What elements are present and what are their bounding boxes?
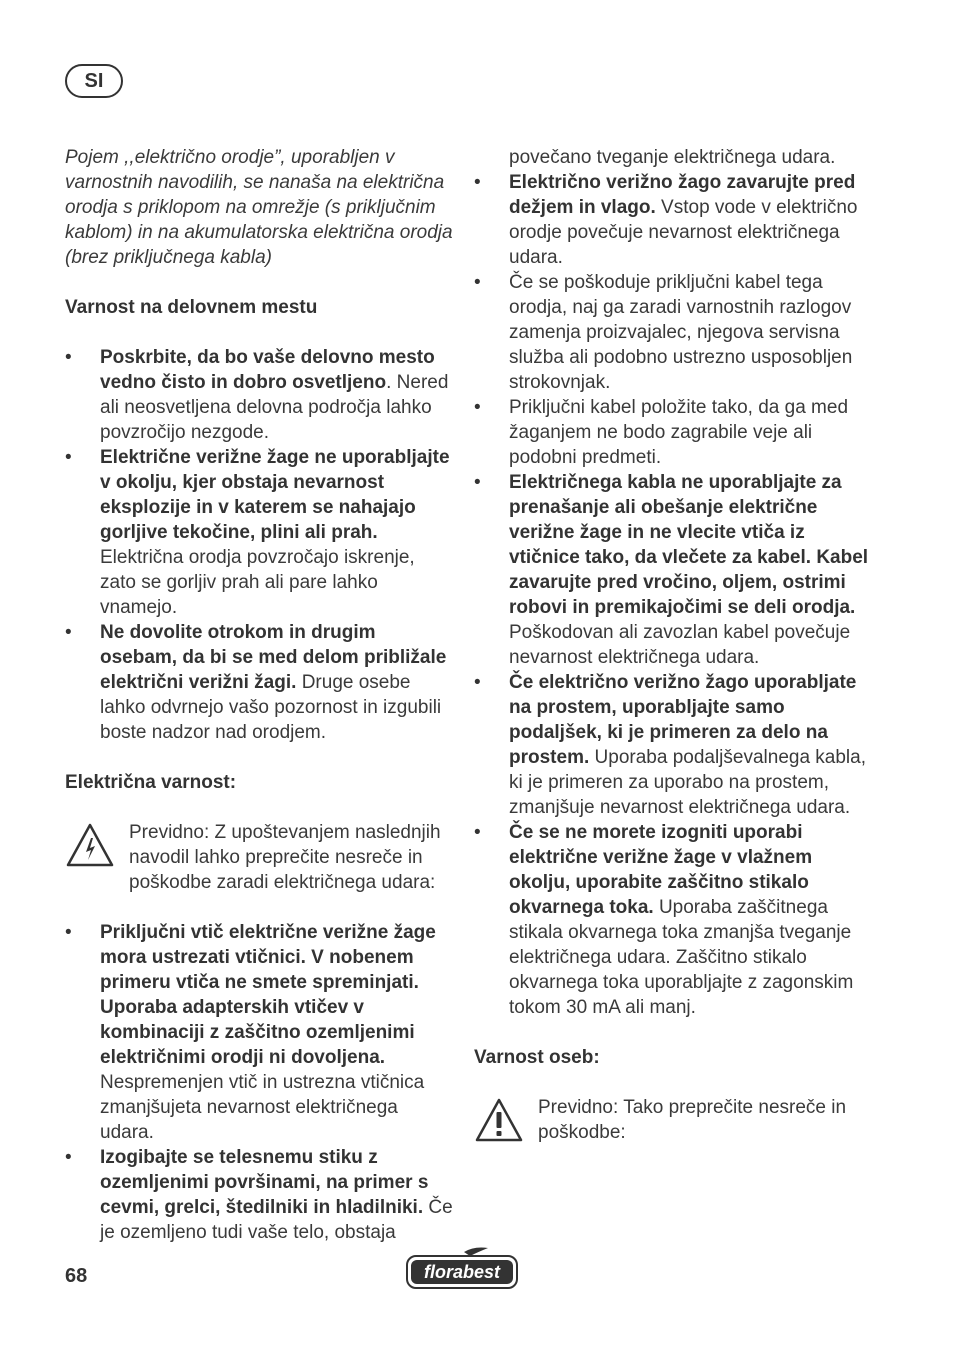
list-item: • Ne dovolite otrokom in drugim osebam, da bi se med delom približale električni verižni žagi. Druge osebe lahko odvrnejo vašo pozornost in izgubili boste nadzor nad orodjem. xyxy=(65,620,453,745)
workplace-safety-heading: Varnost na delovnem mestu xyxy=(65,297,318,318)
continued-text: povečano tveganje električnega udara. xyxy=(509,147,836,168)
electrical-warning-text: Previdno: Z upoštevanjem naslednjih navodil lahko preprečite nesreče in poškodbe zaradi električnega udara: xyxy=(129,822,441,893)
logo-text: florabest xyxy=(423,1262,501,1282)
list-item: • Poskrbite, da bo vaše delovno mesto vedno čisto in dobro osvetljeno. Nered ali neosvetljena delovna področja lahko povzročijo nezgode. xyxy=(65,345,453,445)
exclamation-warning-icon xyxy=(474,1097,524,1143)
intro-paragraph: Pojem ,,električno orodje”, uporabljen v varnostnih navodilih, se nanaša na električna orodja s priklopom na omrežje (s priključnim kablom) in na akumulatorska električna orodja (brez priključnega kabla) xyxy=(65,147,453,268)
right-column xyxy=(474,145,874,1145)
workplace-safety-list xyxy=(65,345,453,745)
electrical-safety-heading: Električna varnost: xyxy=(65,772,237,793)
electrical-safety-list-continued xyxy=(474,170,874,1020)
list-item: • Če se ne morete izogniti uporabi električne verižne žage v vlažnem okolju, uporabite zaščitno stikalo okvarnega toka. Uporaba zaščitnega stikala okvarnega toka zmanjša tveganje električnega udara. Zaščitno stikalo okvarnega toka uporabljajte z zagonskim tokom 30 mA ali manj. xyxy=(474,820,874,1020)
list-item: • Električne verižne žage ne uporabljajte v okolju, kjer obstaja nevarnost eksplozije in v katerem se nahajajo gorljive tekočine, plini ali prah. Električna orodja povzročajo iskrenje, zato se gorljiv prah ali pare lahko vnamejo. xyxy=(65,445,453,620)
list-item: • Električnega kabla ne uporabljajte za prenašanje ali obešanje električne verižne žage in ne vlecite vtiča iz vtičnice tako, da vlečete za kabel. Kabel zavarujte pred vročino, oljem, ostrimi robovi in premikajočimi se deli orodja. Poškodovan ali zavozlan kabel povečuje nevarnost električnega udara. xyxy=(474,470,874,670)
list-item: • Priključni vtič električne verižne žage mora ustrezati vtičnici. V nobenem primeru vtiča ne smete spreminjati. Uporaba adapterskih vtičev v kombinaciji z zaščitno ozemljenimi električnimi orodji ni dovoljena. Nespremenjen vtič in ustrezna vtičnica zmanjšujeta nevarnost električnega udara. xyxy=(65,920,453,1145)
electrical-warning xyxy=(65,820,453,895)
list-item: • Priključni kabel položite tako, da ga med žaganjem ne bodo zagrabile veje ali podobni predmeti. xyxy=(474,395,874,470)
list-item: • Če električno verižno žago uporabljate na prostem, uporabljajte samo podaljšek, ki je primeren za delo na prostem. Uporaba podaljševalnega kabla, ki je primeren za uporabo na prostem, zmanjšuje nevarnost električnega udara. xyxy=(474,670,874,820)
left-column xyxy=(65,145,453,1245)
electric-shock-warning-icon xyxy=(65,822,115,868)
language-badge: SI xyxy=(65,64,123,98)
florabest-logo xyxy=(404,1244,520,1292)
electrical-safety-list xyxy=(65,920,453,1245)
personal-warning-text: Previdno: Tako preprečite nesreče in poškodbe: xyxy=(538,1097,847,1143)
personal-warning xyxy=(474,1095,874,1145)
page-number: 68 xyxy=(65,1265,88,1287)
personal-safety-heading: Varnost oseb: xyxy=(474,1047,600,1068)
list-item: • Električno verižno žago zavarujte pred dežjem in vlago. Vstop vode v električno orodje povečuje nevarnost električnega udara. xyxy=(474,170,874,270)
list-item: • Izogibajte se telesnemu stiku z ozemljenimi površinami, na primer s cevmi, grelci, štedilniki in hladilniki. Če je ozemljeno tudi vaše telo, obstaja xyxy=(65,1145,453,1245)
list-item: • Če se poškoduje priključni kabel tega orodja, naj ga zaradi varnostnih razlogov zamenja proizvajalec, njegova servisna služba ali podobno ustrezno usposobljen strokovnjak. xyxy=(474,270,874,395)
